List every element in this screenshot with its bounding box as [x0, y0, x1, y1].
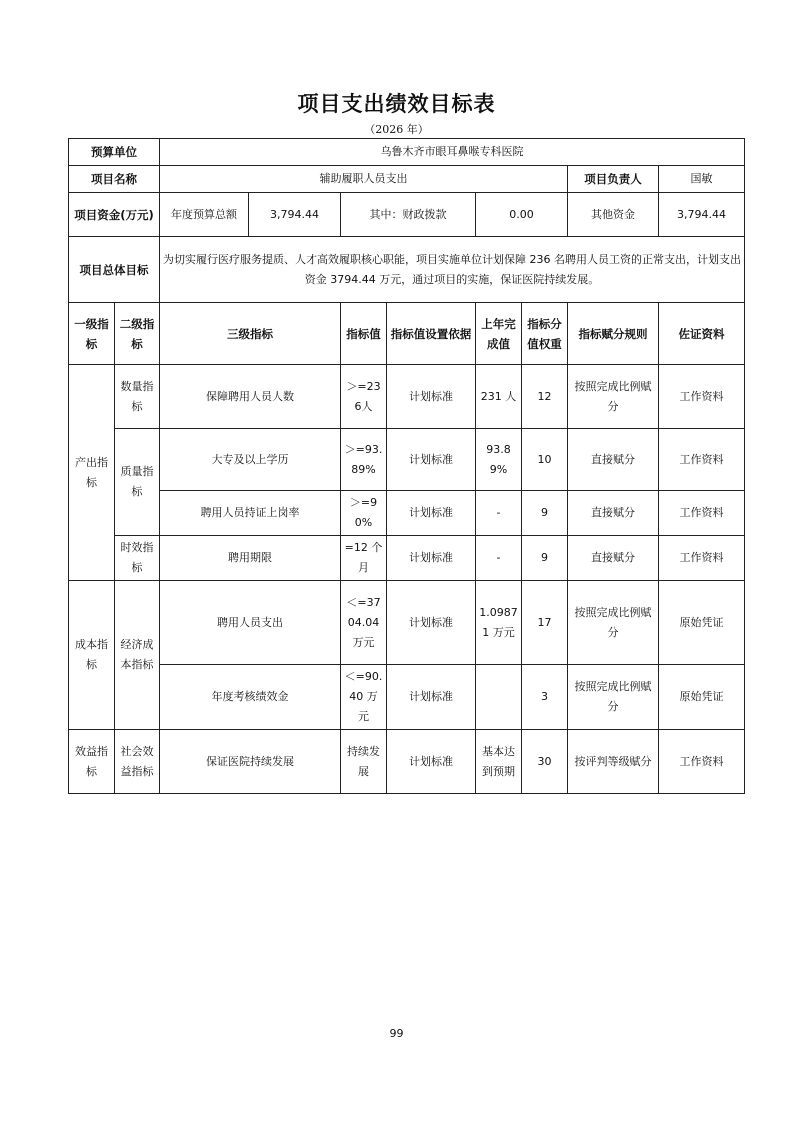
row-value: ＞=93.89%: [341, 429, 387, 491]
row-last-year: [476, 665, 522, 730]
funding-label: 项目资金(万元): [69, 193, 160, 237]
row-indicator: 年度考核绩效金: [160, 665, 341, 730]
header-weight: 指标分值权重: [522, 303, 568, 365]
fiscal-value: 0.00: [476, 193, 568, 237]
row-last-year: 1.09871 万元: [476, 581, 522, 665]
row-last-year: 基本达到预期: [476, 730, 522, 794]
other-funds-label: 其他资金: [568, 193, 659, 237]
header-last-year: 上年完成值: [476, 303, 522, 365]
row-rule: 按评判等级赋分: [568, 730, 659, 794]
row-basis: 计划标准: [387, 491, 476, 536]
row-basis: 计划标准: [387, 429, 476, 491]
header-value: 指标值: [341, 303, 387, 365]
row-value: 持续发展: [341, 730, 387, 794]
group-level2: 经济成本指标: [115, 581, 160, 730]
row-evidence: 工作资料: [659, 536, 745, 581]
project-lead-value: 国敏: [659, 166, 745, 193]
row-indicator: 保证医院持续发展: [160, 730, 341, 794]
budget-unit-label: 预算单位: [69, 139, 160, 166]
row-value: ＜=90.40 万元: [341, 665, 387, 730]
project-name-label: 项目名称: [69, 166, 160, 193]
row-evidence: 工作资料: [659, 730, 745, 794]
row-basis: 计划标准: [387, 536, 476, 581]
overall-goal-text: 为切实履行医疗服务提质、人才高效履职核心职能，项目实施单位计划保障 236 名聘用人员工资的正常支出，计划支出资金 3794.44 万元，通过项目的实施，保证医院持续发展。: [160, 237, 745, 303]
group-level2: 社会效益指标: [115, 730, 160, 794]
row-rule: 按照完成比例赋分: [568, 665, 659, 730]
row-rule: 按照完成比例赋分: [568, 365, 659, 429]
row-indicator: 聘用人员持证上岗率: [160, 491, 341, 536]
table-row: [69, 730, 745, 794]
group-level2: 质量指标: [115, 429, 160, 536]
row-value: ＜=3704.04 万元: [341, 581, 387, 665]
row-weight: 12: [522, 365, 568, 429]
row-value: =12 个月: [341, 536, 387, 581]
row-last-year: -: [476, 491, 522, 536]
document-year: （2026 年）: [364, 123, 429, 136]
row-basis: 计划标准: [387, 581, 476, 665]
row-value: ＞=90%: [341, 491, 387, 536]
row-rule: 直接赋分: [568, 491, 659, 536]
row-weight: 30: [522, 730, 568, 794]
header-evidence: 佐证资料: [659, 303, 745, 365]
header-level2: 二级指标: [115, 303, 160, 365]
fiscal-label: 其中：财政拨款: [341, 193, 476, 237]
page-number: 99: [389, 1027, 404, 1040]
table-row: [69, 581, 745, 665]
overall-goal-label: 项目总体目标: [69, 237, 160, 303]
row-indicator: 大专及以上学历: [160, 429, 341, 491]
document-title: 项目支出绩效目标表: [297, 92, 496, 116]
row-rule: 直接赋分: [568, 536, 659, 581]
table-row: [69, 665, 745, 730]
row-evidence: 工作资料: [659, 429, 745, 491]
performance-target-table: [68, 138, 745, 794]
row-evidence: 工作资料: [659, 491, 745, 536]
row-evidence: 工作资料: [659, 365, 745, 429]
header-level1: 一级指标: [69, 303, 115, 365]
row-evidence: 原始凭证: [659, 665, 745, 730]
row-weight: 9: [522, 536, 568, 581]
table-row: [69, 491, 745, 536]
row-last-year: 93.89%: [476, 429, 522, 491]
project-name-value: 辅助履职人员支出: [160, 166, 568, 193]
row-value: ＞=236人: [341, 365, 387, 429]
row-indicator: 聘用期限: [160, 536, 341, 581]
table-row: [69, 536, 745, 581]
row-weight: 9: [522, 491, 568, 536]
row-weight: 17: [522, 581, 568, 665]
row-indicator: 聘用人员支出: [160, 581, 341, 665]
row-basis: 计划标准: [387, 730, 476, 794]
row-basis: 计划标准: [387, 365, 476, 429]
group-level1: 效益指标: [69, 730, 115, 794]
other-funds-value: 3,794.44: [659, 193, 745, 237]
header-level3: 三级指标: [160, 303, 341, 365]
header-basis: 指标值设置依据: [387, 303, 476, 365]
annual-budget-value: 3,794.44: [249, 193, 341, 237]
row-evidence: 原始凭证: [659, 581, 745, 665]
row-weight: 10: [522, 429, 568, 491]
budget-unit-value: 乌鲁木齐市眼耳鼻喉专科医院: [160, 139, 745, 166]
annual-budget-label: 年度预算总额: [160, 193, 249, 237]
table-row: [69, 365, 745, 429]
row-rule: 按照完成比例赋分: [568, 581, 659, 665]
table-row: [69, 429, 745, 491]
group-level1: 产出指标: [69, 365, 115, 581]
row-last-year: 231 人: [476, 365, 522, 429]
row-basis: 计划标准: [387, 665, 476, 730]
row-weight: 3: [522, 665, 568, 730]
row-last-year: -: [476, 536, 522, 581]
row-rule: 直接赋分: [568, 429, 659, 491]
group-level2: 时效指标: [115, 536, 160, 581]
group-level1: 成本指标: [69, 581, 115, 730]
group-level2: 数量指标: [115, 365, 160, 429]
header-rule: 指标赋分规则: [568, 303, 659, 365]
project-lead-label: 项目负责人: [568, 166, 659, 193]
row-indicator: 保障聘用人员人数: [160, 365, 341, 429]
